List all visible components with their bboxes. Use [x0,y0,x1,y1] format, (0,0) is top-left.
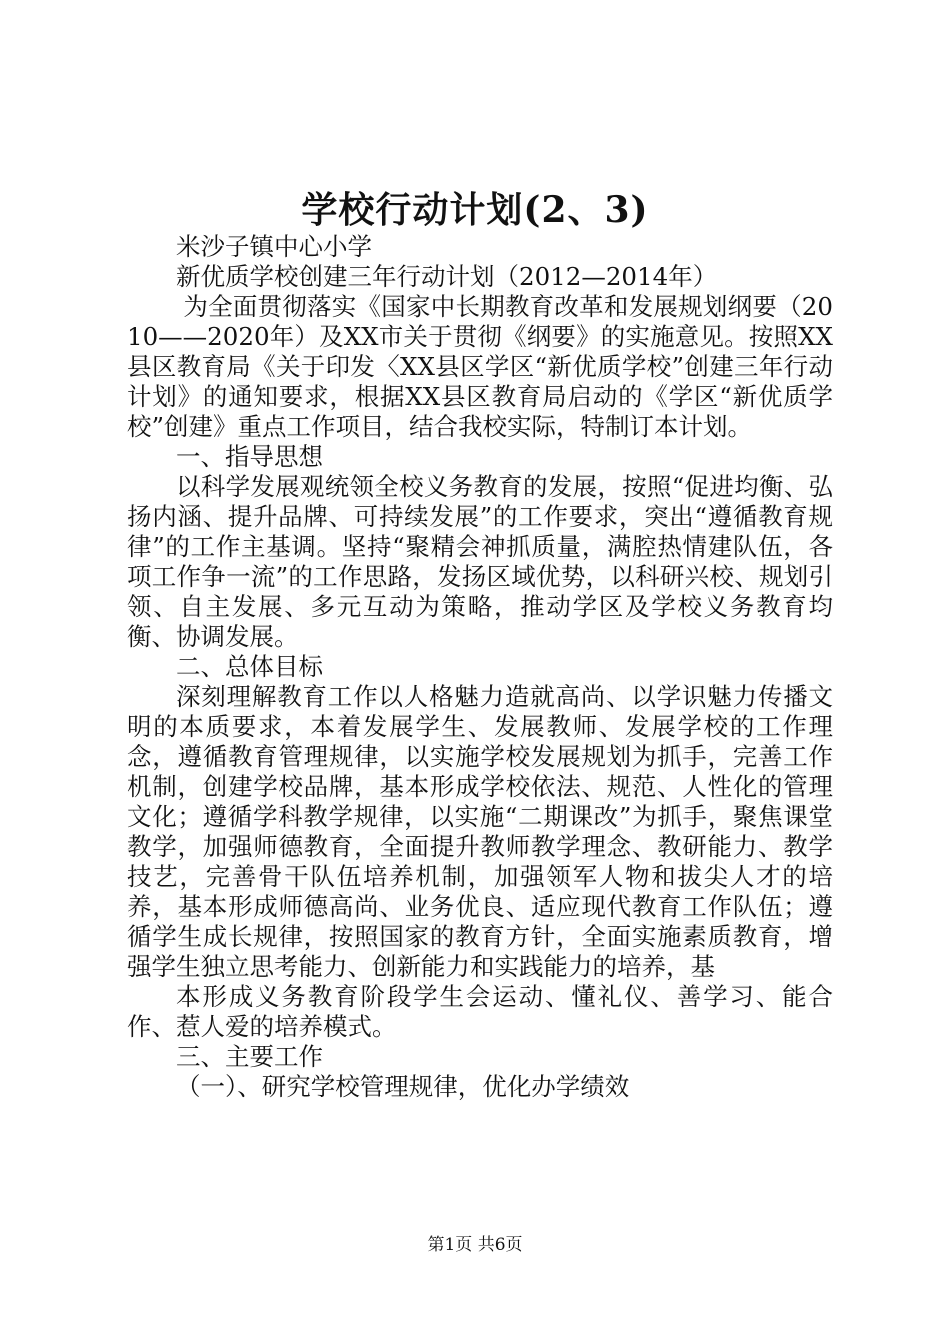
section-heading-main-work: 三、主要工作 [176,1042,323,1071]
document-body [127,232,833,1102]
section-heading-overall-goal: 二、总体目标 [176,652,323,681]
subsection-heading-management: （一）、研究学校管理规律，优化办学绩效 [176,1072,630,1101]
guiding-thought-paragraph: 以科学发展观统领全校义务教育的发展，按照“促进均衡、弘扬内涵、提升品牌、可持续发展”的工作要求，突出“遵循教育规律”的工作主基调。坚持“聚精会神抓质量，满腔热情建队伍，各项工作争一流”的工作思路，发扬区域优势，以科研兴校、规划引领、自主发展、多元互动为策略，推动学区及学校义务教育均衡、协调发展。 [127,472,833,651]
overall-goal-paragraph: 深刻理解教育工作以人格魅力造就高尚、以学识魅力传播文明的本质要求，本着发展学生、发展教师、发展学校的工作理念，遵循教育管理规律，以实施学校发展规划为抓手，完善工作机制，创建学校品牌，基本形成学校依法、规范、人性化的管理文化；遵循学科教学规律，以实施“二期课改”为抓手，聚焦课堂教学，加强师德教育，全面提升教师教学理念、教研能力、教学技艺，完善骨干队伍培养机制，加强领军人物和拔尖人才的培养，基本形成师德高尚、业务优良、适应现代教育工作队伍；遵循学生成长规律，按照国家的教育方针，全面实施素质教育，增强学生独立思考能力、创新能力和实践能力的培养，基 [127,682,833,981]
overall-goal-continuation: 本形成义务教育阶段学生会运动、懂礼仪、善学习、能合作、惹人爱的培养模式。 [127,982,833,1041]
page-number-footer: 第1页 共6页 [427,1235,523,1255]
school-name: 米沙子镇中心小学 [176,232,372,261]
document-title: 学校行动计划(2、3) [301,189,649,231]
intro-paragraph: 为全面贯彻落实《国家中长期教育改革和发展规划纲要（2010——2020年）及XX市关于贯彻《纲要》的实施意见。按照XX县区教育局《关于印发〈XX县区学区“新优质学校”创建三年行动计划》的通知要求，根据XX县区教育局启动的《学区“新优质学校”创建》重点工作项目，结合我校实际，特制订本计划。 [127,292,833,441]
section-heading-guiding-thought: 一、指导思想 [176,442,323,471]
plan-subtitle: 新优质学校创建三年行动计划（2012—2014年） [176,262,718,291]
